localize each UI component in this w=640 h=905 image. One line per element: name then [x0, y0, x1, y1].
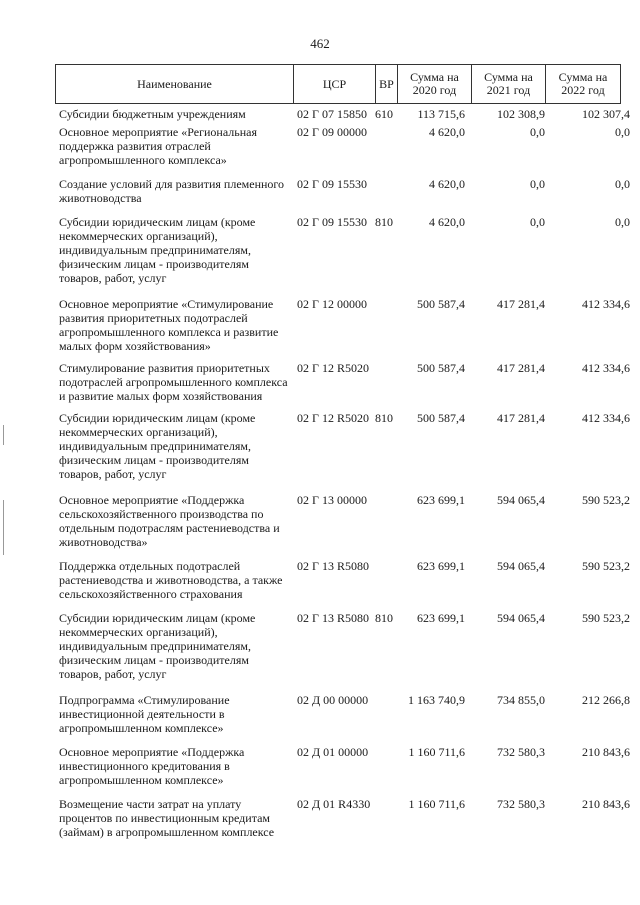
row-sum-2021: 594 065,4: [497, 493, 545, 507]
row-sum-2021: 0,0: [530, 177, 545, 191]
row-name: Субсидии бюджетным учреждениям: [59, 107, 246, 121]
page-number: 462: [310, 36, 330, 51]
row-name: Возмещение части затрат на уплату процентов по инвестиционным кредитам (займам) в агропромышленном комплексе: [59, 797, 275, 839]
table-row: [55, 693, 635, 735]
row-sum-2022: 412 334,6: [582, 411, 630, 425]
row-sum-2020: 623 699,1: [417, 611, 465, 625]
row-csr: 02 Г 13 00000: [297, 493, 367, 507]
table-row: [55, 611, 635, 681]
row-sum-2021: 417 281,4: [497, 361, 545, 375]
row-name: Основное мероприятие «Поддержка сельскохозяйственного производства по отдельным подотраслям растениеводства и животноводства»: [59, 493, 280, 549]
row-name: Подпрограмма «Стимулирование инвестиционной деятельности в агропромышленном комплексе»: [59, 693, 230, 735]
row-sum-2021: 594 065,4: [497, 559, 545, 573]
row-sum-2020: 4 620,0: [429, 125, 465, 139]
row-vr: [373, 493, 393, 549]
row-sum-2020: 500 587,4: [417, 297, 465, 311]
row-sum-2021: 734 855,0: [497, 693, 545, 707]
row-name: Основное мероприятие «Стимулирование развития приоритетных подотраслей агропромышленного комплекса и развитие малых форм хозяйствования»: [59, 297, 279, 353]
row-csr: 02 Д 01 R4330: [297, 797, 371, 811]
row-sum-2020: 113 715,6: [417, 107, 465, 121]
row-sum-2020: 1 163 740,9: [408, 693, 465, 707]
row-name: Основное мероприятие «Региональная поддержка развития отраслей агропромышленного комплекса»: [59, 125, 258, 167]
row-sum-2020: 4 620,0: [429, 177, 465, 191]
row-sum-2022: 0,0: [615, 125, 630, 139]
row-vr: [373, 745, 393, 787]
table-header: [55, 64, 621, 104]
row-sum-2022: 412 334,6: [582, 297, 630, 311]
margin-scan-mark: [3, 425, 4, 445]
row-csr: 02 Г 13 R5080: [297, 611, 369, 625]
table-row: [55, 745, 635, 787]
header-csr: ЦСР: [294, 65, 376, 104]
header-sum-2022: Сумма на 2022 год: [546, 65, 621, 104]
row-name: Создание условий для развития племенного животноводства: [59, 177, 285, 205]
header-sum-2021: Сумма на 2021 год: [472, 65, 546, 104]
row-vr: [373, 693, 393, 735]
row-sum-2020: 500 587,4: [417, 361, 465, 375]
row-sum-2021: 102 308,9: [497, 107, 545, 121]
row-vr: 610: [375, 107, 393, 121]
row-sum-2021: 732 580,3: [497, 745, 545, 759]
table-row: [55, 559, 635, 601]
row-vr: [373, 125, 393, 167]
row-csr: 02 Г 09 15530: [297, 177, 367, 191]
row-sum-2022: 0,0: [615, 177, 630, 191]
table-row: [55, 493, 635, 549]
table-body: [55, 107, 635, 839]
row-sum-2022: 210 843,6: [582, 797, 630, 811]
row-vr: [373, 559, 393, 601]
row-name: Основное мероприятие «Поддержка инвестиционного кредитования в агропромышленном комплексе»: [59, 745, 245, 787]
row-name: Поддержка отдельных подотраслей растениеводства и животноводства, а также сельскохозяйственного страхования: [59, 559, 283, 601]
row-csr: 02 Д 00 00000: [297, 693, 369, 707]
row-csr: 02 Г 12 00000: [297, 297, 367, 311]
row-name: Субсидии юридическим лицам (кроме некоммерческих организаций), индивидуальным предпринимателям, физическим лицам - производителям товаров, работ, услуг: [59, 611, 256, 681]
row-sum-2022: 412 334,6: [582, 361, 630, 375]
table-row: [55, 177, 635, 205]
row-vr: [373, 177, 393, 205]
row-sum-2021: 732 580,3: [497, 797, 545, 811]
row-vr: [373, 797, 393, 839]
row-vr: [373, 361, 393, 403]
row-csr: 02 Г 09 15530: [297, 215, 367, 229]
row-sum-2020: 623 699,1: [417, 493, 465, 507]
table-row: [55, 797, 635, 839]
row-csr: 02 Г 07 15850: [297, 107, 367, 121]
row-sum-2022: 210 843,6: [582, 745, 630, 759]
row-name: Субсидии юридическим лицам (кроме некоммерческих организаций), индивидуальным предпринимателям, физическим лицам - производителям товаров, работ, услуг: [59, 411, 256, 481]
row-sum-2022: 212 266,8: [582, 693, 630, 707]
row-sum-2022: 102 307,4: [582, 107, 630, 121]
row-sum-2021: 0,0: [530, 215, 545, 229]
row-sum-2021: 417 281,4: [497, 297, 545, 311]
row-csr: 02 Г 12 R5020: [297, 361, 369, 375]
table-row: [55, 107, 635, 121]
header-sum-2020: Сумма на 2020 год: [398, 65, 472, 104]
table-row: [55, 125, 635, 167]
row-sum-2020: 623 699,1: [417, 559, 465, 573]
table-row: [55, 411, 635, 481]
row-sum-2020: 4 620,0: [429, 215, 465, 229]
row-sum-2021: 0,0: [530, 125, 545, 139]
row-csr: 02 Г 09 00000: [297, 125, 367, 139]
row-sum-2022: 590 523,2: [582, 493, 630, 507]
row-sum-2022: 590 523,2: [582, 611, 630, 625]
table-row: [55, 361, 635, 403]
row-vr: 810: [375, 611, 393, 625]
row-vr: [373, 297, 393, 353]
header-name: Наименование: [56, 65, 294, 104]
row-csr: 02 Д 01 00000: [297, 745, 369, 759]
row-sum-2022: 0,0: [615, 215, 630, 229]
row-csr: 02 Г 13 R5080: [297, 559, 369, 573]
row-sum-2021: 417 281,4: [497, 411, 545, 425]
row-name: Субсидии юридическим лицам (кроме некоммерческих организаций), индивидуальным предпринимателям, физическим лицам - производителям товаров, работ, услуг: [59, 215, 256, 285]
table-row: [55, 297, 635, 353]
row-sum-2021: 594 065,4: [497, 611, 545, 625]
row-sum-2020: 1 160 711,6: [408, 745, 465, 759]
row-name: Стимулирование развития приоритетных подотраслей агропромышленного комплекса и развитие малых форм хозяйствования: [59, 361, 288, 403]
row-vr: 810: [375, 411, 393, 425]
row-sum-2020: 500 587,4: [417, 411, 465, 425]
margin-scan-mark: [3, 500, 4, 555]
row-sum-2022: 590 523,2: [582, 559, 630, 573]
table-row: [55, 215, 635, 285]
row-vr: 810: [375, 215, 393, 229]
header-vr: ВР: [376, 65, 398, 104]
row-sum-2020: 1 160 711,6: [408, 797, 465, 811]
row-csr: 02 Г 12 R5020: [297, 411, 369, 425]
